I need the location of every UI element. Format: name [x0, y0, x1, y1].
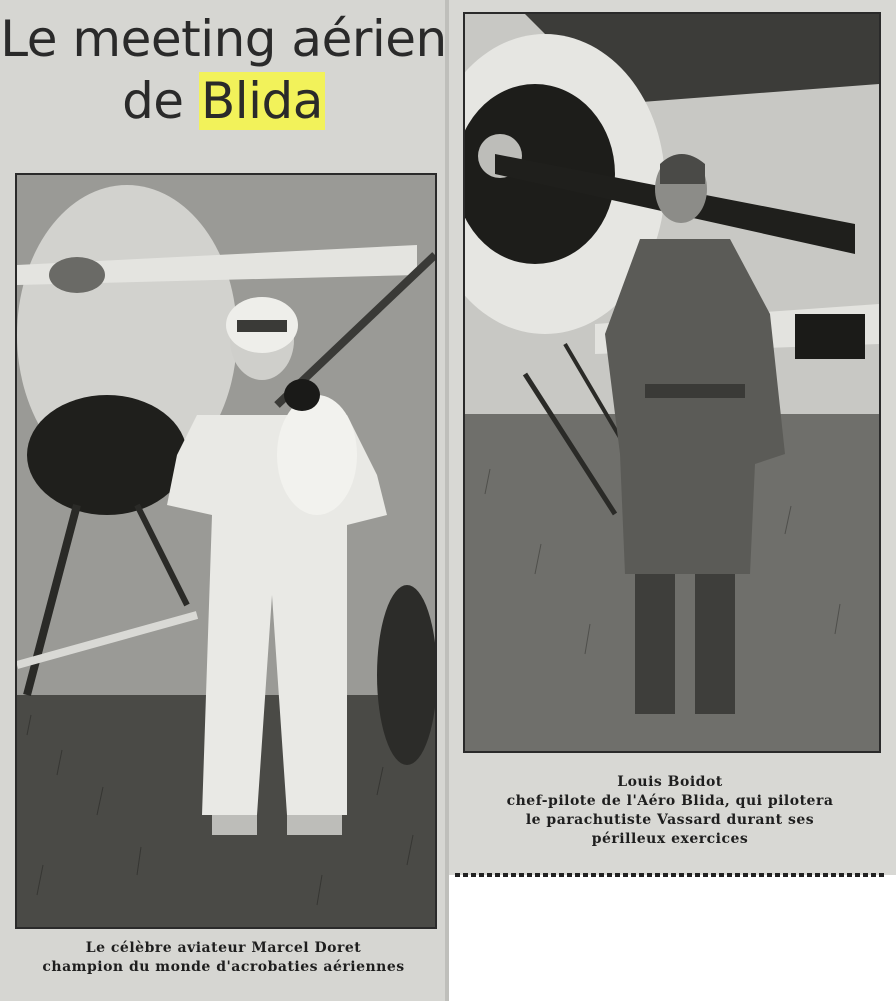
caption-line: chef-pilote de l'Aéro Blida, qui pilotera	[506, 793, 834, 809]
photo-aviator-marcel-doret	[15, 173, 437, 929]
highlighted-word: Blida	[200, 72, 323, 130]
caption-line: champion du monde d'acrobaties aériennes	[42, 959, 405, 975]
column-divider	[445, 0, 449, 1001]
caption-line: le parachutiste Vassard durant ses	[525, 812, 815, 828]
right-caption	[463, 773, 877, 849]
caption-line: Le célèbre aviateur Marcel Doret	[85, 940, 362, 956]
dotted-cut-line	[455, 873, 885, 877]
caption-pilot-name: Louis Boidot	[617, 774, 723, 790]
headline	[0, 8, 447, 132]
headline-line1: Le meeting aérien	[0, 10, 447, 68]
photo-pilot-louis-boidot	[463, 12, 881, 753]
headline-line2-prefix: de	[122, 72, 199, 130]
left-caption	[0, 939, 447, 977]
headline-line2	[0, 70, 447, 132]
pilot-photo-illustration	[465, 14, 879, 751]
aviator-photo-illustration	[17, 175, 435, 927]
caption-line: périlleux exercices	[591, 831, 749, 847]
